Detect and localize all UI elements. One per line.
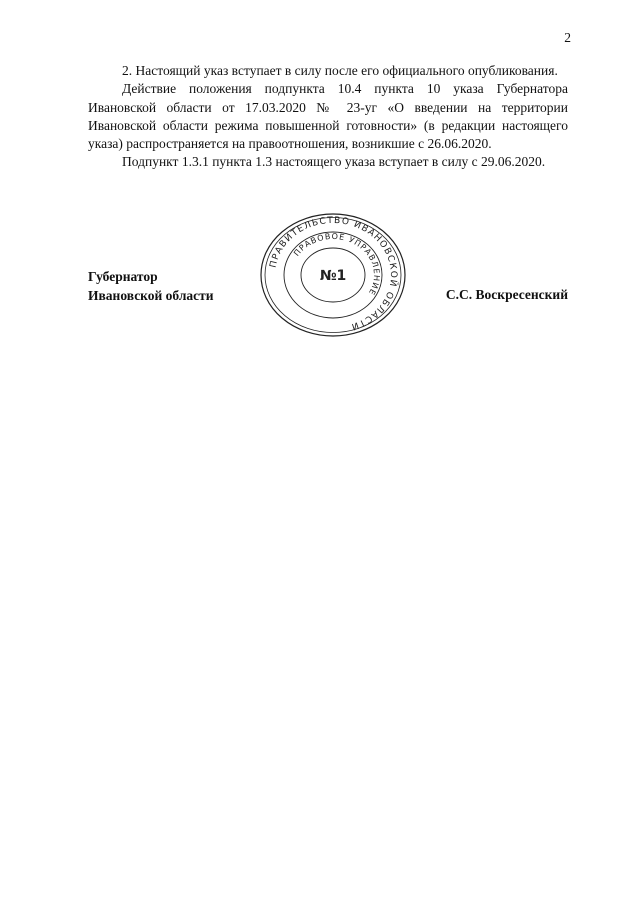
stamp-number: №1 [319, 268, 347, 284]
official-stamp [258, 212, 408, 338]
document-body [88, 62, 568, 172]
page-number: 2 [564, 30, 571, 45]
paragraph-effect-of-provision: Действие положения подпункта 10.4 пункта 10 указа Губернатора Ивановской области от 17.03.2020 № 23-уг «О введении на территории Ивановской области режима повышенной готовности» (в редакции настоящего указа) распространяется на правоотношения, возникшие с 26.06.2020. [88, 81, 568, 152]
paragraph-entry-into-force: 2. Настоящий указ вступает в силу после его официального опубликования. [122, 63, 558, 78]
signatory-title-line1: Губернатор [88, 269, 158, 284]
signatory-title [88, 268, 214, 305]
svg-text:ПРАВОВОЕ УПРАВЛЕНИЕ [292, 232, 381, 297]
paragraph-subparagraph-effective: Подпункт 1.3.1 пункта 1.3 настоящего указа вступает в силу с 29.06.2020. [122, 154, 546, 170]
signatory-name: С.С. Воскресенский [445, 287, 568, 302]
stamp-inner-text: ПРАВОВОЕ УПРАВЛЕНИЕ [292, 231, 382, 298]
stamp-outer-text: ПРАВИТЕЛЬСТВО ИВАНОВСКОЙ ОБЛАСТИ [268, 215, 399, 332]
signatory-title-line2: Ивановской области [88, 287, 214, 303]
